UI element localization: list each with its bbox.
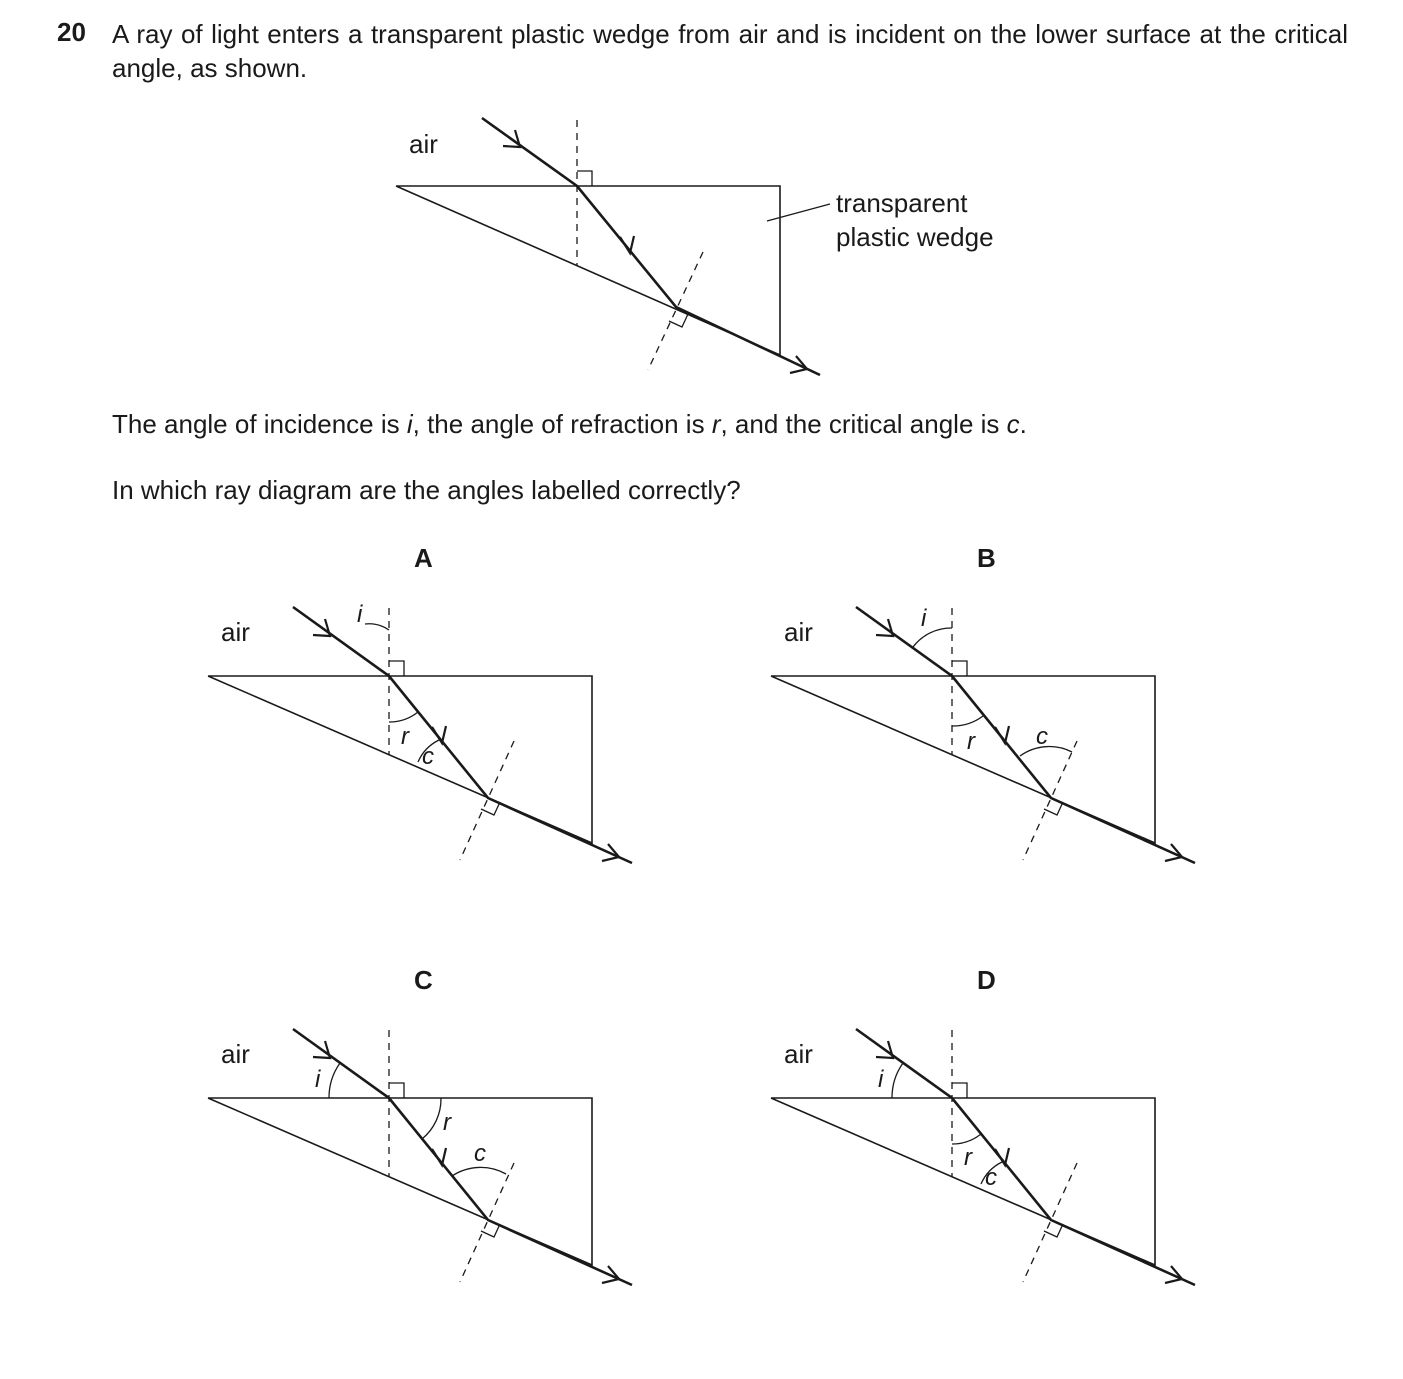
statement-part2: , the angle of refraction is (412, 409, 712, 439)
question-text: A ray of light enters a transparent plastic wedge from air and is incident on the lower surface at the critical angle, as shown. (112, 19, 1348, 83)
option-a-arc-r (389, 712, 418, 722)
angle-statement (112, 409, 1027, 440)
main-right-angle-top (577, 171, 592, 186)
statement-i: i (406, 409, 413, 439)
option-d-air-label: air (784, 1039, 813, 1069)
option-a-air-label: air (221, 617, 250, 647)
option-b-label-c: c (1036, 723, 1048, 750)
option-c-arc-i (329, 1063, 340, 1098)
main-wedge-label-line1: transparent (836, 188, 968, 218)
option-a-arc-i (365, 624, 389, 630)
option-a-label-r: r (401, 723, 409, 750)
option-c-air-label: air (221, 1039, 250, 1069)
option-letter-c: C (414, 965, 433, 995)
option-b-label-i: i (921, 605, 927, 632)
option-b-normal-bottom (1023, 741, 1077, 860)
option-d-label-i: i (878, 1066, 884, 1093)
option-b-right-angle-top (952, 661, 967, 676)
statement-c: c (1006, 409, 1020, 439)
option-a-label-i: i (357, 601, 363, 628)
option-b-air-label: air (784, 617, 813, 647)
statement-part1: The angle of incidence is (112, 409, 407, 439)
statement-r: r (711, 409, 721, 439)
option-c-arc-c (452, 1167, 506, 1176)
option-d-label-c: c (985, 1164, 997, 1191)
option-c-right-angle-top (389, 1083, 404, 1098)
option-a-right-angle-bottom (481, 802, 500, 815)
option-d-right-angle-bottom (1044, 1224, 1063, 1237)
main-wedge-leader-line (767, 204, 830, 221)
option-c-right-angle-bottom (481, 1224, 500, 1237)
option-c-arc-r (422, 1098, 441, 1139)
option-d-label-r: r (964, 1144, 972, 1171)
option-c-label-i: i (315, 1066, 321, 1093)
statement-part3: , and the critical angle is (720, 409, 1007, 439)
option-d-arc-i (892, 1063, 903, 1098)
main-right-angle-bottom (669, 314, 688, 327)
option-c-label-c: c (474, 1140, 486, 1167)
option-b-arc-i (913, 628, 952, 647)
option-d-normal-bottom (1023, 1163, 1077, 1282)
main-normal-bottom (648, 252, 703, 370)
option-b-right-angle-bottom (1044, 802, 1063, 815)
option-c-label-r: r (443, 1109, 451, 1136)
option-c-normal-bottom (460, 1163, 514, 1282)
option-a-label-c: c (422, 743, 434, 770)
option-c-arrow-inside (432, 1148, 446, 1165)
option-b-diagram (563, 590, 1263, 880)
statement-part4: . (1019, 409, 1027, 439)
option-a-normal-bottom (460, 741, 514, 860)
question-prompt: In which ray diagram are the angles labelled correctly? (112, 475, 741, 505)
main-arrow-inside (620, 236, 634, 253)
option-d-arc-r (952, 1134, 981, 1144)
option-b-arrow-inside (995, 726, 1009, 743)
option-letter-a: A (414, 543, 433, 573)
option-b-label-r: r (967, 728, 975, 755)
option-b-arc-r (952, 716, 983, 726)
main-air-label: air (409, 129, 438, 159)
main-wedge-label-line2: plastic wedge (836, 222, 994, 252)
option-d-right-angle-top (952, 1083, 967, 1098)
main-wedge-diagram (0, 0, 1403, 400)
question-number: 20 (57, 17, 86, 47)
option-letter-b: B (977, 543, 996, 573)
option-d-diagram (563, 1012, 1263, 1302)
option-a-right-angle-top (389, 661, 404, 676)
option-letter-d: D (977, 965, 996, 995)
